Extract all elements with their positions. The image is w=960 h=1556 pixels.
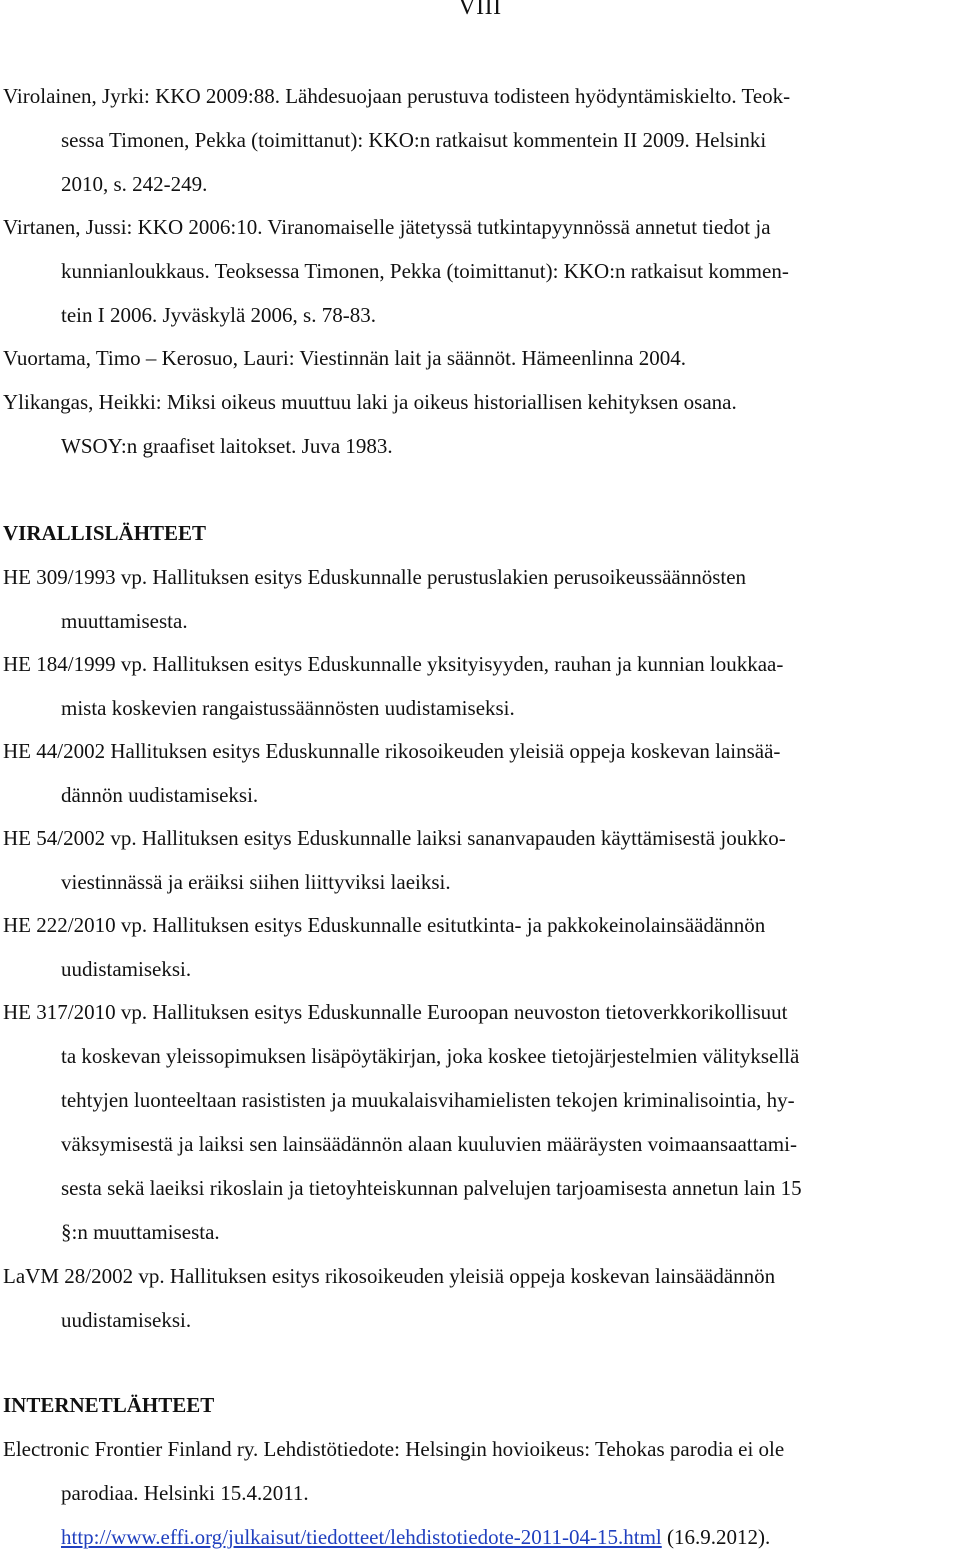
reference-line: uudistamiseksi. bbox=[61, 957, 192, 981]
section-heading-official-sources: VIRALLISLÄHTEET bbox=[3, 521, 207, 545]
reference-line: Ylikangas, Heikki: Miksi oikeus muuttuu laki ja oikeus historiallisen kehityksen osana. bbox=[3, 390, 737, 414]
reference-line: parodiaa. Helsinki 15.4.2011. bbox=[61, 1481, 309, 1505]
page-number: VIII bbox=[458, 0, 502, 20]
reference-line: viestinnässä ja eräiksi siihen liittyviksi laeiksi. bbox=[61, 870, 451, 894]
reference-line: Virolainen, Jyrki: KKO 2009:88. Lähdesuojaan perustuva todisteen hyödyntämiskielto. Teok- bbox=[3, 84, 791, 108]
reference-line: muuttamisesta. bbox=[61, 609, 188, 633]
reference-line: LaVM 28/2002 vp. Hallituksen esitys rikosoikeuden yleisiä oppeja koskevan lainsäädännön bbox=[3, 1264, 776, 1288]
reference-line: väksymisestä ja laiksi sen lainsäädännön alaan kuuluvien määräysten voimaansaattami- bbox=[61, 1132, 797, 1156]
reference-line: 2010, s. 242-249. bbox=[61, 172, 208, 196]
access-date: (16.9.2012). bbox=[661, 1525, 771, 1549]
reference-line: dännön uudistamiseksi. bbox=[61, 783, 259, 807]
reference-link-line bbox=[61, 1525, 770, 1550]
reference-line: tein I 2006. Jyväskylä 2006, s. 78-83. bbox=[61, 303, 376, 327]
reference-line: sesta sekä laeiksi rikoslain ja tietoyhteiskunnan palvelujen tarjoamisesta annetun lain 15 bbox=[61, 1176, 802, 1200]
reference-line: HE 309/1993 vp. Hallituksen esitys Eduskunnalle perustuslakien perusoikeussäännösten bbox=[3, 565, 747, 589]
reference-line: HE 44/2002 Hallituksen esitys Eduskunnalle rikosoikeuden yleisiä oppeja koskevan lainsää- bbox=[3, 739, 781, 763]
reference-line: mista koskevien rangaistussäännösten uudistamiseksi. bbox=[61, 696, 515, 720]
reference-line: kunnianloukkaus. Teoksessa Timonen, Pekka (toimittanut): KKO:n ratkaisut kommen- bbox=[61, 259, 789, 283]
reference-line: ta koskevan yleissopimuksen lisäpöytäkirjan, joka koskee tietojärjestelmien välityksellä bbox=[61, 1044, 800, 1068]
reference-line: HE 317/2010 vp. Hallituksen esitys Eduskunnalle Euroopan neuvoston tietoverkkorikollisuut bbox=[3, 1000, 788, 1024]
reference-line: sessa Timonen, Pekka (toimittanut): KKO:n ratkaisut kommentein II 2009. Helsinki bbox=[61, 128, 767, 152]
reference-line: HE 54/2002 vp. Hallituksen esitys Eduskunnalle laiksi sananvapauden käyttämisestä joukko- bbox=[3, 826, 786, 850]
section-heading-internet-sources: INTERNETLÄHTEET bbox=[3, 1393, 215, 1417]
reference-line: Vuortama, Timo – Kerosuo, Lauri: Viestinnän lait ja säännöt. Hämeenlinna 2004. bbox=[3, 346, 686, 370]
reference-line: §:n muuttamisesta. bbox=[61, 1220, 220, 1244]
reference-url-link[interactable]: http://www.effi.org/julkaisut/tiedotteet/lehdistotiedote-2011-04-15.html bbox=[61, 1525, 662, 1549]
reference-line: HE 222/2010 vp. Hallituksen esitys Eduskunnalle esitutkinta- ja pakkokeinolainsäädännön bbox=[3, 913, 766, 937]
reference-line: uudistamiseksi. bbox=[61, 1308, 192, 1332]
reference-line: Virtanen, Jussi: KKO 2006:10. Viranomaiselle jätetyssä tutkintapyynnössä annetut tiedot ja bbox=[3, 215, 771, 239]
reference-line: HE 184/1999 vp. Hallituksen esitys Eduskunnalle yksityisyyden, rauhan ja kunnian loukkaa- bbox=[3, 652, 784, 676]
reference-line: Electronic Frontier Finland ry. Lehdistötiedote: Helsingin hovioikeus: Tehokas parodia ei ole bbox=[3, 1437, 785, 1461]
reference-line: tehtyjen luonteeltaan rasististen ja muukalaisvihamielisten tekojen kriminalisointia, hy- bbox=[61, 1088, 795, 1112]
reference-line: WSOY:n graafiset laitokset. Juva 1983. bbox=[61, 434, 393, 458]
